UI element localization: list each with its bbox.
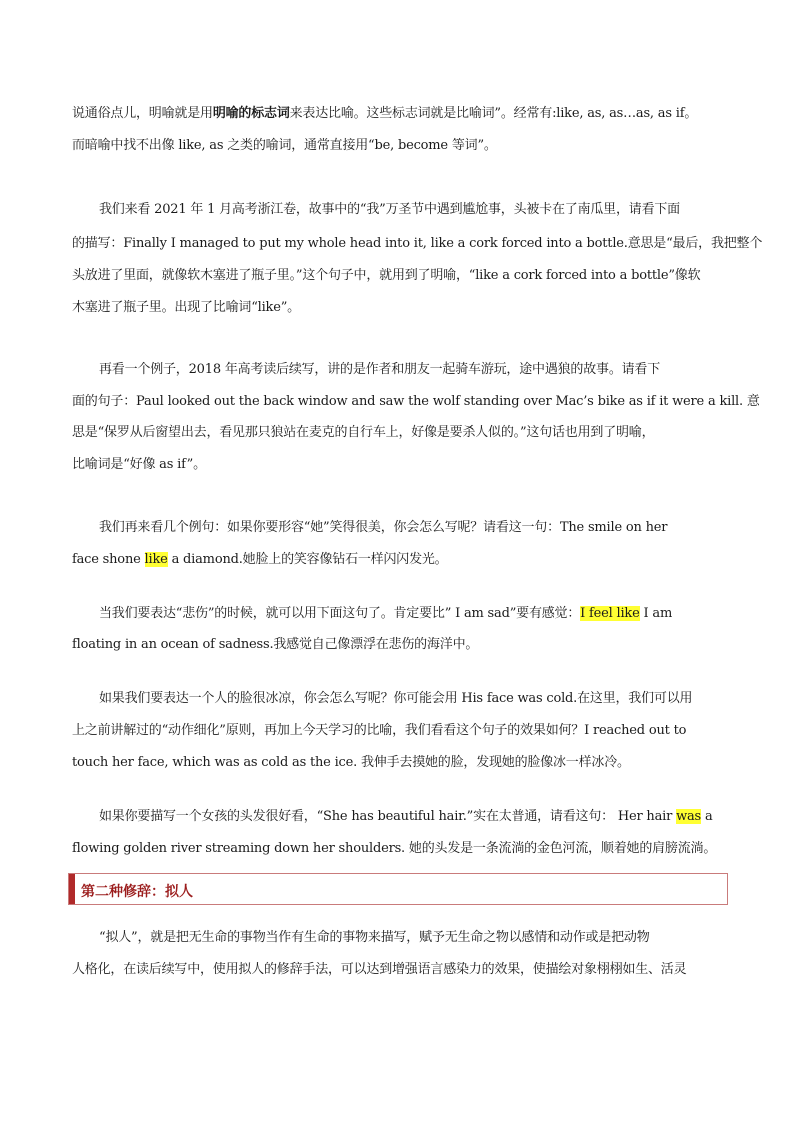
p2-line4: 木塞进了瓶子里。出现了比喻词“like”。 — [72, 300, 300, 315]
p3-line2: 面的句子：Paul looked out the back window and saw the wolf standing over Mac’s bike as if it were a kill. 意 — [72, 394, 760, 409]
p1-text-a: 说通俗点儿，明喻就是用 — [72, 106, 213, 121]
p6-line3: touch her face, which was as cold as the ice. 我伸手去摸她的脸，发现她的脸像冰一样冰冷。 — [72, 755, 630, 770]
section-heading — [68, 873, 728, 905]
section-heading-title: 第二种修辞：拟人 — [81, 884, 193, 900]
p4-text-b: a diamond.她脸上的笑容像钻石一样闪闪发光。 — [167, 552, 448, 567]
p3-line3: 思是“保罗从后窗望出去，看见那只狼站在麦克的自行车上，好像是要杀人似的。”这句话也用到了明喻， — [72, 425, 655, 440]
p7-highlight: was — [676, 809, 702, 824]
p7-text-b: a — [701, 809, 713, 824]
p7-line1 — [99, 805, 713, 824]
p4-highlight: like — [144, 552, 168, 567]
p4-line2 — [72, 548, 447, 567]
p5-highlight: I feel like — [580, 606, 640, 621]
p5-text-a: 当我们要表达“悲伤”的时候，就可以用下面这句了。肯定要比” I am sad”要有感觉： — [99, 606, 581, 621]
p6-line2: 上之前讲解过的“动作细化”原则，再加上今天学习的比喻，我们看看这个句子的效果如何？I reached out to — [72, 723, 687, 738]
p3-line1: 再看一个例子，2018 年高考读后续写，讲的是作者和朋友一起骑车游玩，途中遇狼的故事。请看下 — [99, 362, 661, 377]
p5-line1 — [99, 602, 672, 621]
p4-line1: 我们再来看几个例句：如果你要形容“她”笑得很美，你会怎么写呢？请看这一句：The smile on her — [99, 520, 668, 535]
p5-line2: floating in an ocean of sadness.我感觉自己像漂浮在悲伤的海洋中。 — [72, 637, 479, 652]
p1-emphasis: 明喻的标志词 — [212, 106, 290, 121]
p7-line2: flowing golden river streaming down her shoulders. 她的头发是一条流淌的金色河流，顺着她的肩膀流淌。 — [72, 841, 717, 856]
p8-line2: 人格化，在读后续写中，使用拟人的修辞手法，可以达到增强语言感染力的效果，使描绘对象栩栩如生、活灵 — [72, 962, 687, 977]
p1-line1 — [72, 102, 697, 121]
p5-text-b: I am — [639, 606, 673, 621]
p2-line3: 头放进了里面，就像软木塞进了瓶子里。”这个句子中，就用到了明喻，“like a cork forced into a bottle”像软 — [72, 268, 701, 283]
p2-line1: 我们来看 2021 年 1 月高考浙江卷，故事中的“我”万圣节中遇到尴尬事，头被卡在了南瓜里，请看下面 — [99, 202, 680, 217]
p1-text-c: 来表达比喻。这些标志词就是比喻词”。经常有:like, as, as…as, as if。 — [289, 106, 698, 121]
section-heading-bar — [69, 874, 75, 904]
p2-line2: 的描写：Finally I managed to put my whole head into it, like a cork forced into a bottle.意思是“最后，我把整个 — [72, 236, 763, 251]
p6-line1: 如果我们要表达一个人的脸很冰凉，你会怎么写呢？你可能会用 His face was cold.在这里，我们可以用 — [99, 691, 693, 706]
p1-line2: 而暗喻中找不出像 like, as 之类的喻词，通常直接用“be, become 等词”。 — [72, 138, 497, 153]
p7-text-a: 如果你要描写一个女孩的头发很好看，“She has beautiful hair.”实在太普通，请看这句： Her hair — [99, 809, 677, 824]
p3-line4: 比喻词是“好像 as if”。 — [72, 457, 206, 472]
p4-text-a: face shone — [72, 552, 145, 567]
p8-line1: “拟人”，就是把无生命的事物当作有生命的事物来描写，赋予无生命之物以感情和动作或是把动物 — [99, 930, 650, 945]
